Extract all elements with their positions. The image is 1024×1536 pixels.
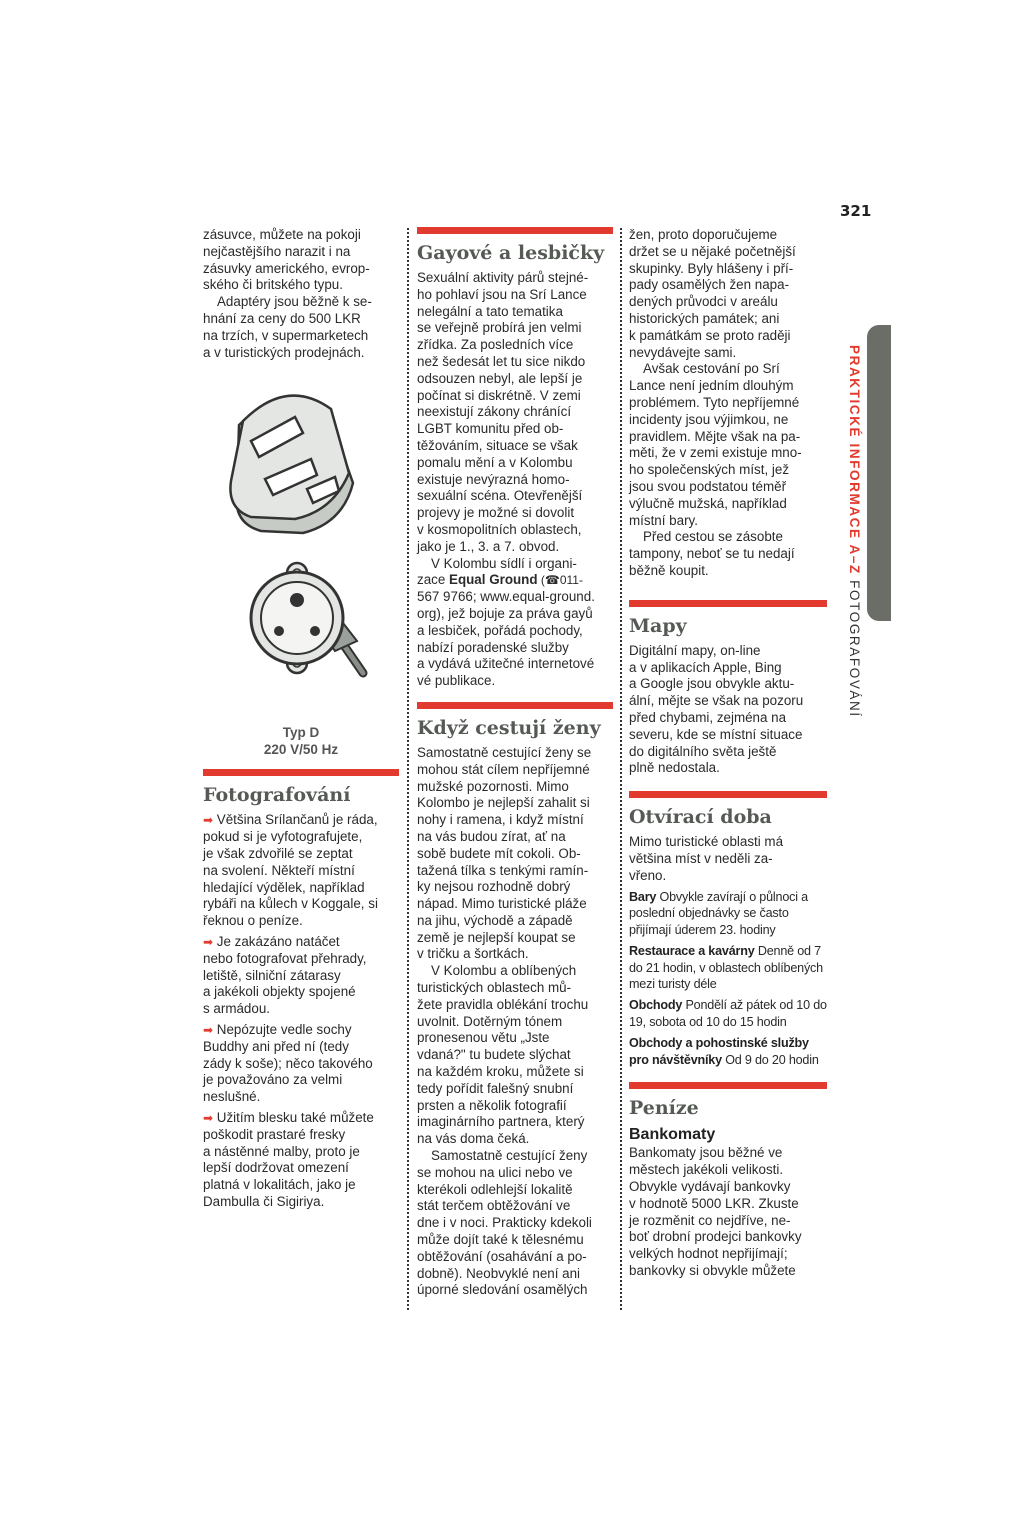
section-heading-lgbt: Gayové a lesbičky [417,242,605,264]
figure-caption: Typ D 220 V/50 Hz [263,725,339,758]
women-paragraph-4: Avšak cestování po Srí Lance není jedním dlouhým problémem. Tyto nepříjemné incidenty jsou výjimkou, ne pravidlem. Mějte však na pa- měti, že v zemi existuje mno- ho společenských míst, jež jsou svou podstatou téměř výlučně mužská, například místní bary. [629,361,802,528]
intro-paragraph: zásuvce, můžete na pokoji nejčastějšího narazit i na zásuvky amerického, evrop- ského či britského typu. [203,227,370,293]
bullet-item: ➡ Užitím blesku také můžete poškodit prastaré fresky a nástěnné malby, proto je lepší dodržovat omezení platná v lokalitách, jako je Dambulla či Sigiriya. [203,1109,374,1209]
hours-item: Obchody Pondělí až pátek od 10 do 19, sobota od 10 do 15 hodin [629,998,827,1030]
plug-type-d-figure [203,373,399,758]
section-rule [629,1082,827,1089]
arrow-bullet-icon: ➡ [203,1110,214,1125]
lgbt-paragraph-2: V Kolombu sídlí i organi- zace Equal Ground (☎011- 567 9766; www.equal-ground. org), jež bojuje za práva gayů a lesbiček, pořádá pochody, nabízí poradenské služby a vydává užitečné internetové vé publikace. [417,555,595,689]
women-paragraph-2: V Kolombu a oblíbených turistických oblastech mů- žete pravidla oblékání trochu uvolnit. Dotěrným tónem pronesenou větu „Jste vdaná?" tu budete slýchat na každém kroku, můžete si tedy pořídit falešný snubní prsten a několik fotografií imaginárního partnera, který na vás doma čeká. [417,963,589,1147]
column-divider-1 [407,228,409,1310]
adapter-paragraph: Adaptéry jsou běžně k se- hnání za ceny do 500 LKR na trzích, v supermarketech a v turistických prodejnách. [203,294,372,360]
section-heading-photography: Fotografování [203,784,351,807]
hours-intro: Mimo turistické oblasti má většina míst v neděli za- vřeno. [629,834,784,883]
arrow-bullet-icon: ➡ [203,1022,214,1037]
org-name: Equal Ground [449,572,538,588]
subheading-atm: Bankomaty [629,1126,716,1144]
section-running-head [838,345,862,725]
section-rule [629,791,827,798]
hours-item: Restaurace a kavárny Denně od 7 do 21 hodin, v oblastech oblíbených mezi turisty déle [629,943,823,992]
lgbt-paragraph-1: Sexuální aktivity párů stejné- ho pohlaví jsou na Srí Lance nelegální a tato tematika se veřejně probírá jen velmi zřídka. Za posledních více než šedesát let tu sice nikdo odsouzen nebyl, ale lepší je počínat si diskrétně. V zemi neexistují zákony chránící LGBT komunitu před ob- těžováním, situace se však pomalu mění a v Kolombu existuje nevýrazná homo- sexuální scéna. Otevřenější projevy je možné si dovolit v kosmopolitních oblastech, jako je 1., 3. a 7. obvod. [417,270,589,554]
section-heading-maps: Mapy [629,614,687,637]
section-rule [203,769,399,776]
bullet-item: ➡ Nepózujte vedle sochy Buddhy ani před ní (tedy zády k soše); něco takového je považováno za velmi neslušné. [203,1021,373,1105]
women-paragraph-3: Samostatně cestující ženy se mohou na ulici nebo ve kterékoli odlehlejší lokalitě stát terčem obtěžování ve dne i v noci. Prakticky kdekoli může dojít také k tělesnému obtěžování (osahávání a po- dobně). Neobvyklé není ani úporné sledování osamělých [417,1148,592,1298]
section-heading-money: Peníze [629,1097,699,1120]
hours-item: Obchody a pohostinské služby pro návštěvníky Od 9 do 20 hodin [629,1035,819,1067]
section-rule [417,227,613,234]
maps-paragraph: Digitální mapy, on-line a v aplikacích Apple, Bing a Google jsou obvykle aktu- ální, mějte se však na pozoru před chybami, zejména na severu, kde se místní situace do digitálního světa ještě plně nedostala. [629,642,804,776]
socket-icon [251,563,343,673]
subsection-title: FOTOGRAFOVÁNÍ [847,580,862,718]
bullet-item: ➡ Je zakázáno natáčet nebo fotografovat přehrady, letiště, silniční zátarasy a jakékoli objekty spojené s armádou. [203,933,367,1017]
column-3 [629,227,827,1280]
section-rule [629,600,827,607]
women-paragraph-1: Samostatně cestující ženy se mohou stát cílem nepříjemné mužské pozornosti. Mimo Kolombo je nejlepší zahalit si nohy i ramena, i když místní na vás budou zírat, ať na sobě budete mít cokoli. Ob- tažená tílka s tenkými ramín- ky nejsou rozhodně dobrý nápad. Mimo turistické pláže na jihu, východě a západě země je nejlepší koupat se v tričku a šortkách. [417,744,592,962]
section-heading-opening-hours: Otvírací doba [629,806,772,829]
arrow-bullet-icon: ➡ [203,934,214,949]
section-title: PRAKTICKÉ INFORMACE A–Z [847,345,862,575]
section-tab [867,325,891,621]
plug-illustration [203,373,399,713]
page-number: 321 [840,202,872,220]
section-rule [417,702,613,709]
atm-paragraph: Bankomaty jsou běžné ve městech jakékoli velikosti. Obvykle vydávají bankovky v hodnotě 5000 LKR. Zkuste je rozměnit co nejdříve, ne- boť drobní prodejci bankovky velkých hodnot nepřijímají; bankovky si obvykle můžete [629,1145,802,1279]
column-1 [203,227,399,1215]
arrow-bullet-icon: ➡ [203,813,214,828]
section-heading-women: Když cestují ženy [417,716,601,739]
hours-item: Bary Obvykle zavírají o půlnoci a poslední objednávky se často přijímají úderem 23. hodiny [629,889,808,938]
column-2 [417,227,613,1299]
bullet-item: ➡ Většina Srílančanů je ráda, pokud si je vyfotografujete, je však zdvořilé se zeptat na svolení. Někteří místní hledající výdělek, například rybáři na kůlech v Koggale, si řeknou o peníze. [203,812,378,929]
column-divider-2 [620,228,622,1310]
women-continued-paragraph: žen, proto doporučujeme držet se u nějaké početnější skupinky. Byly hlášeny i pří- pady osamělých žen napa- dených průvodci v areálu historických památek; ani k památkám se proto raději nevydávejte sami. [629,227,796,360]
women-paragraph-5: Před cestou se zásobte tampony, neboť se tu nedají běžně koupit. [629,529,795,578]
